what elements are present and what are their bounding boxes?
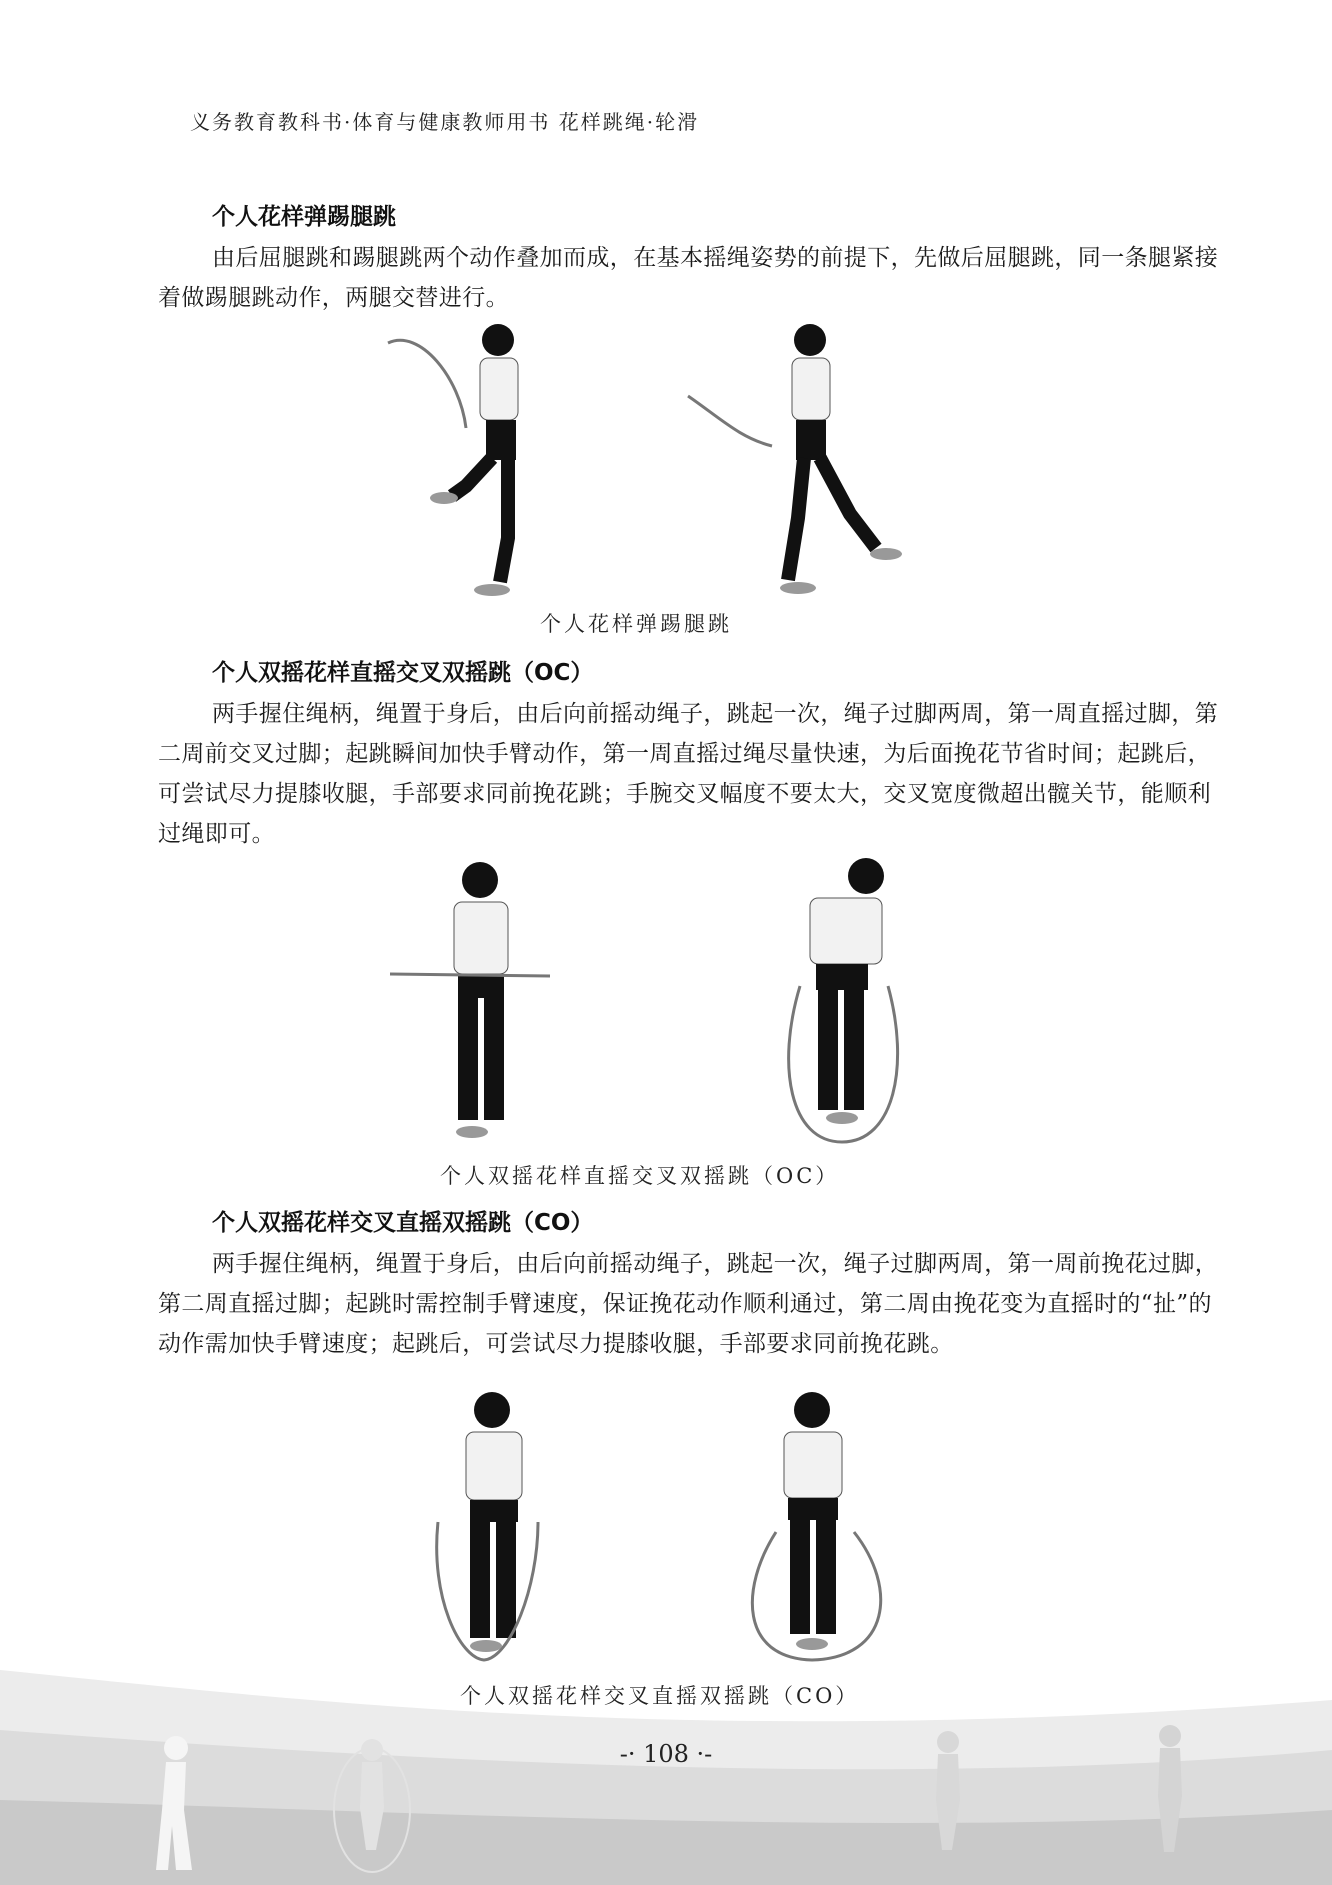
section-paragraph-2: 两手握住绳柄，绳置于身后，由后向前摇动绳子，跳起一次，绳子过脚两周，第一周直摇过脚，第二周前交叉过脚；起跳瞬间加快手臂动作，第一周直摇过绳尽量快速，为后面挽花节省时间；起跳后，可尝试尽力提膝收腿，手部要求同前挽花跳；手腕交叉幅度不要太大，交叉宽度微超出髋关节，能顺利过绳即可。 — [158, 701, 1219, 847]
caption-3: 个人双摇花样交叉直摇双摇跳（CO） — [460, 1684, 860, 1708]
section-paragraph-1: 由后屈腿跳和踢腿跳两个动作叠加而成，在基本摇绳姿势的前提下，先做后屈腿跳，同一条腿紧接着做踢腿跳动作，两腿交替进行。 — [158, 245, 1219, 311]
section-title-1: 个人花样弹踢腿跳 — [212, 204, 396, 230]
section-title-3: 个人双摇花样交叉直摇双摇跳（CO） — [212, 1210, 594, 1236]
photo-co-jump — [420, 1388, 920, 1672]
caption-2: 个人双摇花样直摇交叉双摇跳（OC） — [440, 1164, 840, 1188]
running-header: 义务教育教科书·体育与健康教师用书 花样跳绳·轮滑 — [190, 110, 700, 134]
section-paragraph-3: 两手握住绳柄，绳置于身后，由后向前摇动绳子，跳起一次，绳子过脚两周，第一周前挽花过脚，第二周直摇过脚；起跳时需控制手臂速度，保证挽花动作顺利通过，第二周由挽花变为直摇时的“扯”的动作需加快手臂速度；起跳后，可尝试尽力提膝收腿，手部要求同前挽花跳。 — [158, 1251, 1219, 1357]
page-number: -· 108 ·- — [619, 1740, 713, 1768]
caption-1: 个人花样弹踢腿跳 — [540, 612, 732, 636]
photo-oc-jump — [380, 856, 920, 1152]
section-title-2: 个人双摇花样直摇交叉双摇跳（OC） — [212, 660, 594, 686]
photo-kick-jump — [380, 318, 920, 606]
